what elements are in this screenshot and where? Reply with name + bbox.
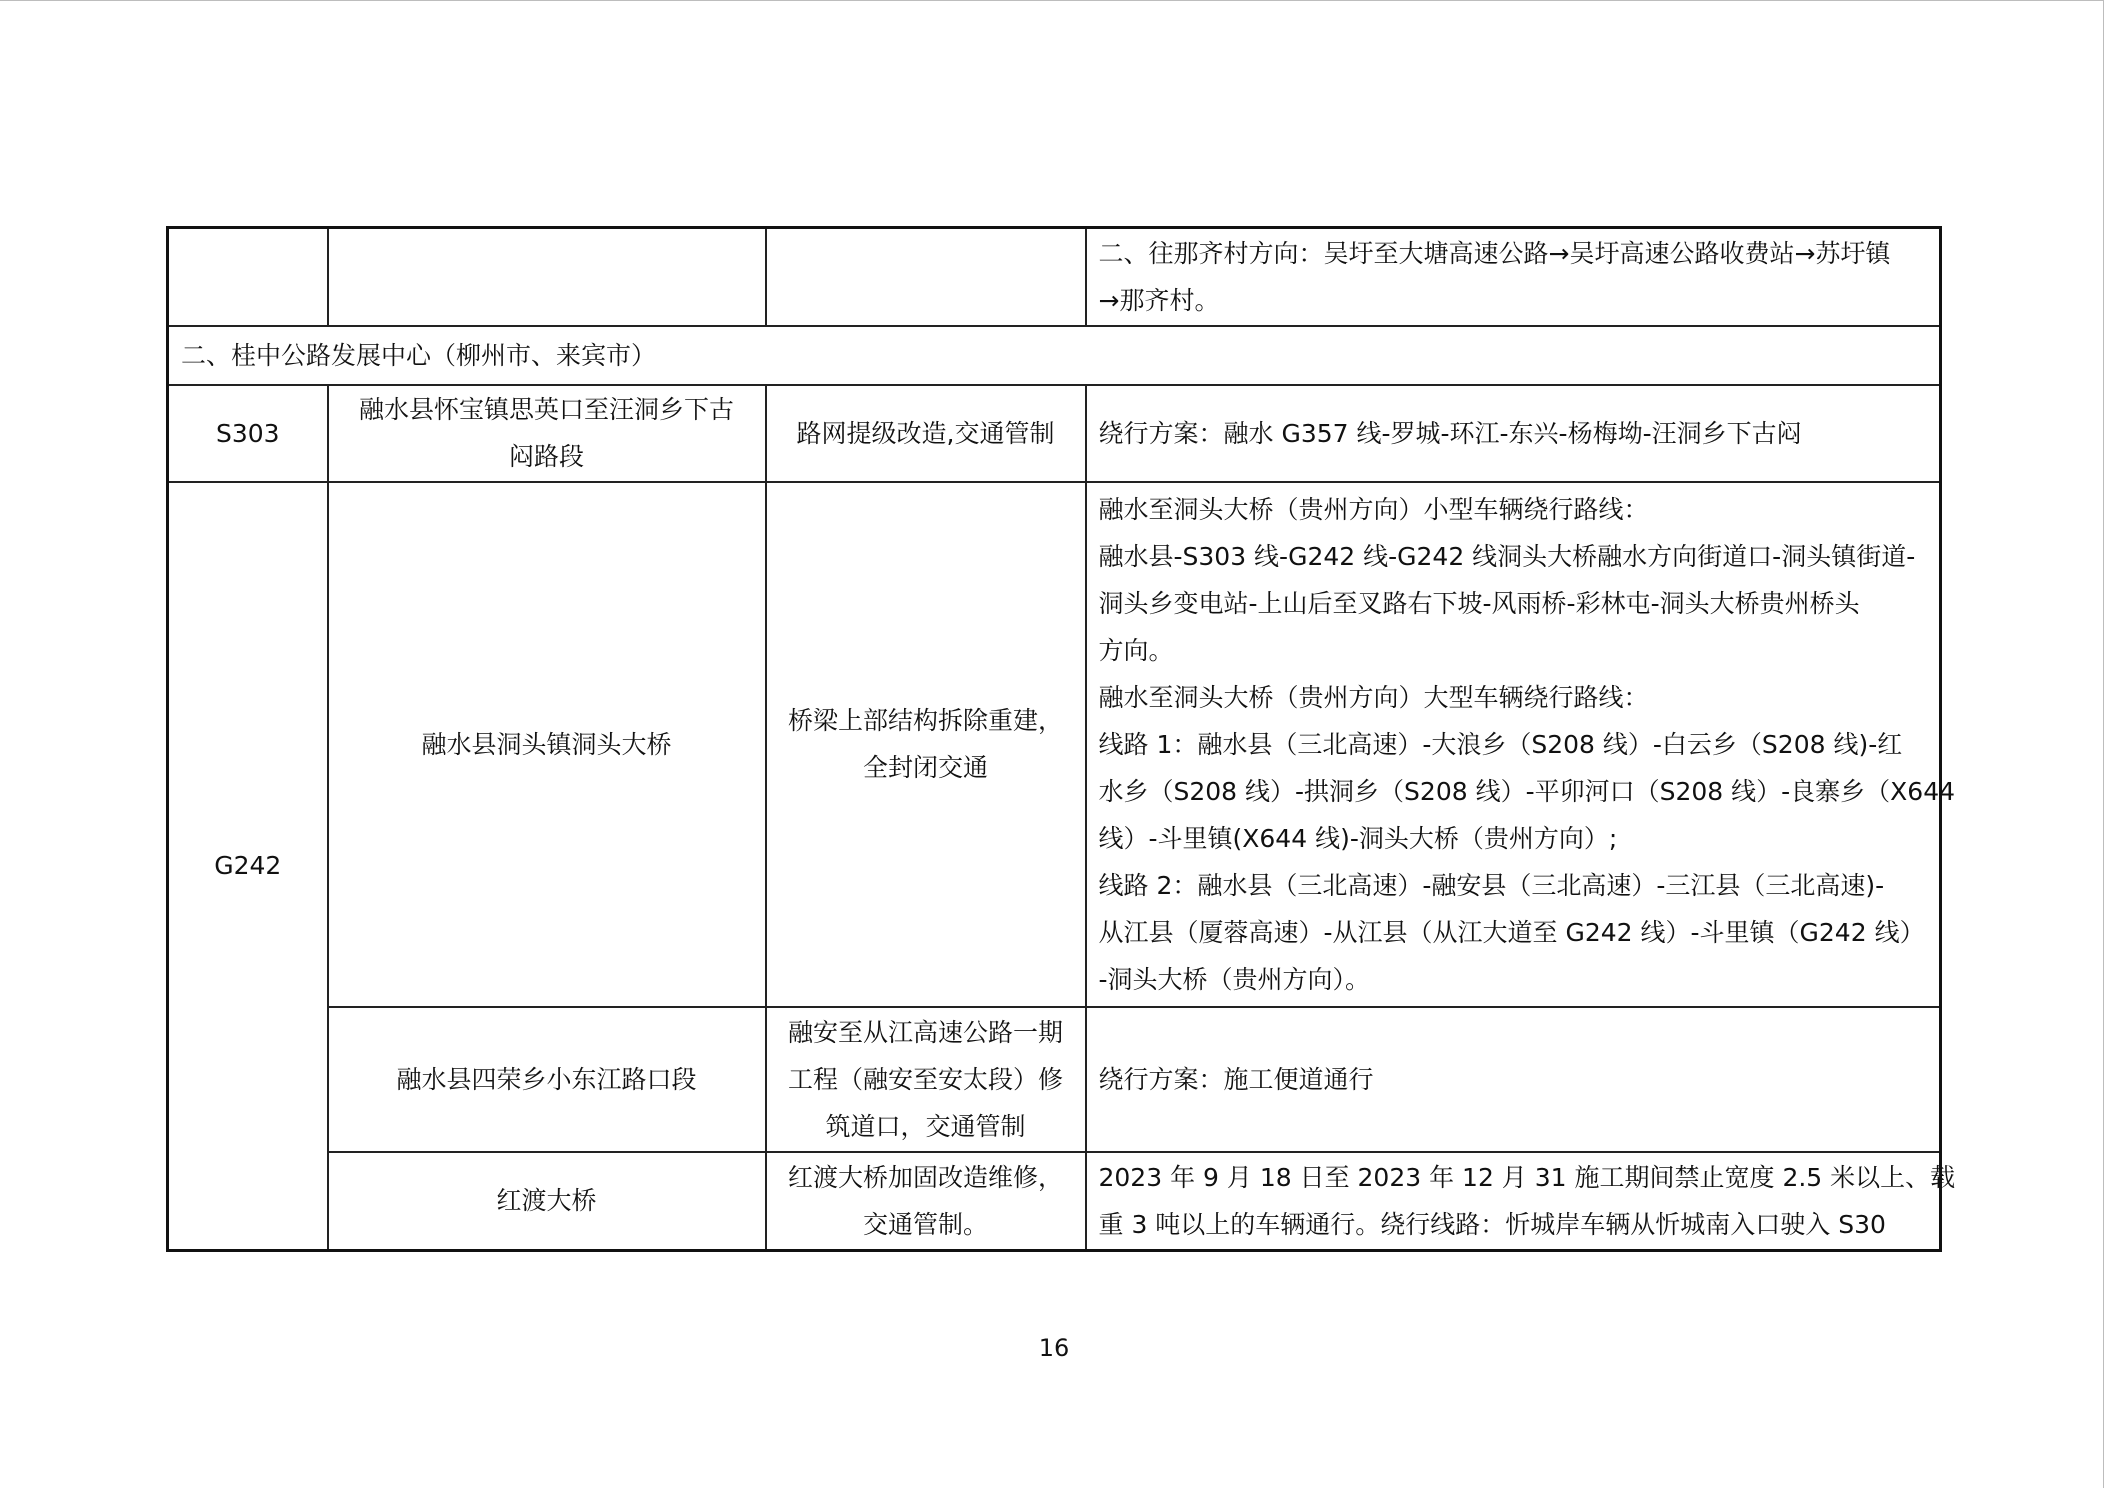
section-header: 二、桂中公路发展中心（柳州市、来宾市） — [168, 326, 1941, 385]
reason-line: 融安至从江高速公路一期 — [787, 1017, 1063, 1047]
detour-line: 洞头乡变电站-上山后至叉路右下坡-风雨桥-彩林屯-洞头大桥贵州桥头 — [1098, 588, 1860, 618]
page-edge-top — [0, 0, 2104, 1]
location-cell — [328, 1007, 766, 1152]
detour-line: 融水至洞头大桥（贵州方向）大型车辆绕行路线： — [1098, 682, 1649, 712]
detour-line: 重 3 吨以上的车辆通行。绕行线路：忻城岸车辆从忻城南入口驶入 S30 — [1098, 1209, 1886, 1239]
table-row — [168, 385, 1941, 482]
detour-line: 从江县（厦蓉高速）-从江县（从江大道至 G242 线）-斗里镇（G242 线） — [1098, 917, 1925, 947]
road-code: S303 — [168, 385, 328, 482]
location-line: 融水县四荣乡小东江路口段 — [396, 1064, 697, 1094]
reason-line: 红渡大桥加固改造维修， — [787, 1162, 1063, 1192]
detour-line: -洞头大桥（贵州方向）。 — [1098, 964, 1371, 994]
reason-cell — [766, 385, 1086, 482]
detour-line: 水乡（S208 线）-拱洞乡（S208 线）-平卯河口（S208 线）-良寨乡（X644 — [1098, 776, 1956, 806]
detour-line: →那齐村。 — [1098, 285, 1220, 315]
reason-line: 筑道口，交通管制 — [825, 1111, 1026, 1141]
detour-line: 二、往那齐村方向：吴圩至大塘高速公路→吴圩高速公路收费站→苏圩镇 — [1098, 238, 1891, 268]
detour-cell — [1086, 228, 1941, 326]
reason-cell — [766, 482, 1086, 1007]
table-row — [168, 482, 1941, 1007]
reason-line: 工程（融安至安太段）修 — [787, 1064, 1063, 1094]
detour-line: 线路 1：融水县（三北高速）-大浪乡（S208 线）-白云乡（S208 线)-红 — [1098, 729, 1903, 759]
detour-line: 融水县-S303 线-G242 线-G242 线洞头大桥融水方向街道口-洞头镇街道- — [1098, 541, 1916, 571]
road-closure-table — [166, 226, 1956, 1252]
detour-line: 线路 2：融水县（三北高速）-融安县（三北高速）-三江县（三北高速)- — [1098, 870, 1885, 900]
road-code: G242 — [168, 482, 328, 1251]
table-row — [168, 1152, 1941, 1251]
reason-cell — [766, 1152, 1086, 1251]
location-cell — [328, 482, 766, 1007]
location-line: 闷路段 — [508, 442, 584, 471]
location-cell — [328, 228, 766, 326]
detour-cell — [1086, 1152, 1956, 1251]
table-row — [168, 1007, 1941, 1152]
detour-cell — [1086, 385, 1941, 482]
detour-line: 线）-斗里镇(X644 线)-洞头大桥（贵州方向）; — [1098, 823, 1618, 853]
detour-line: 2023 年 9 月 18 日至 2023 年 12 月 31 施工期间禁止宽度 2.5 米以上、载 — [1098, 1162, 1956, 1192]
reason-line: 路网提级改造,交通管制 — [796, 418, 1055, 448]
location-line: 红渡大桥 — [496, 1186, 597, 1216]
section-header-row — [168, 326, 1941, 385]
reason-line: 全封闭交通 — [862, 753, 988, 782]
location-cell — [328, 385, 766, 482]
detour-line: 绕行方案：融水 G357 线-罗城-环江-东兴-杨梅坳-汪洞乡下古闷 — [1098, 418, 1802, 448]
page-number: 16 — [1038, 1334, 1070, 1362]
reason-cell — [766, 228, 1086, 326]
table-row-continuation — [168, 228, 1941, 326]
location-line: 融水县怀宝镇思英口至汪洞乡下古 — [358, 395, 734, 424]
detour-line: 绕行方案：施工便道通行 — [1098, 1064, 1374, 1094]
detour-cell — [1086, 482, 1956, 1007]
reason-line: 桥梁上部结构拆除重建， — [787, 706, 1063, 735]
detour-line: 融水至洞头大桥（贵州方向）小型车辆绕行路线： — [1098, 494, 1649, 524]
reason-line: 交通管制。 — [862, 1209, 988, 1239]
road-cell — [168, 228, 328, 326]
location-line: 融水县洞头镇洞头大桥 — [421, 729, 672, 759]
reason-cell — [766, 1007, 1086, 1152]
detour-cell — [1086, 1007, 1941, 1152]
location-cell — [328, 1152, 766, 1251]
detour-line: 方向。 — [1098, 635, 1174, 665]
